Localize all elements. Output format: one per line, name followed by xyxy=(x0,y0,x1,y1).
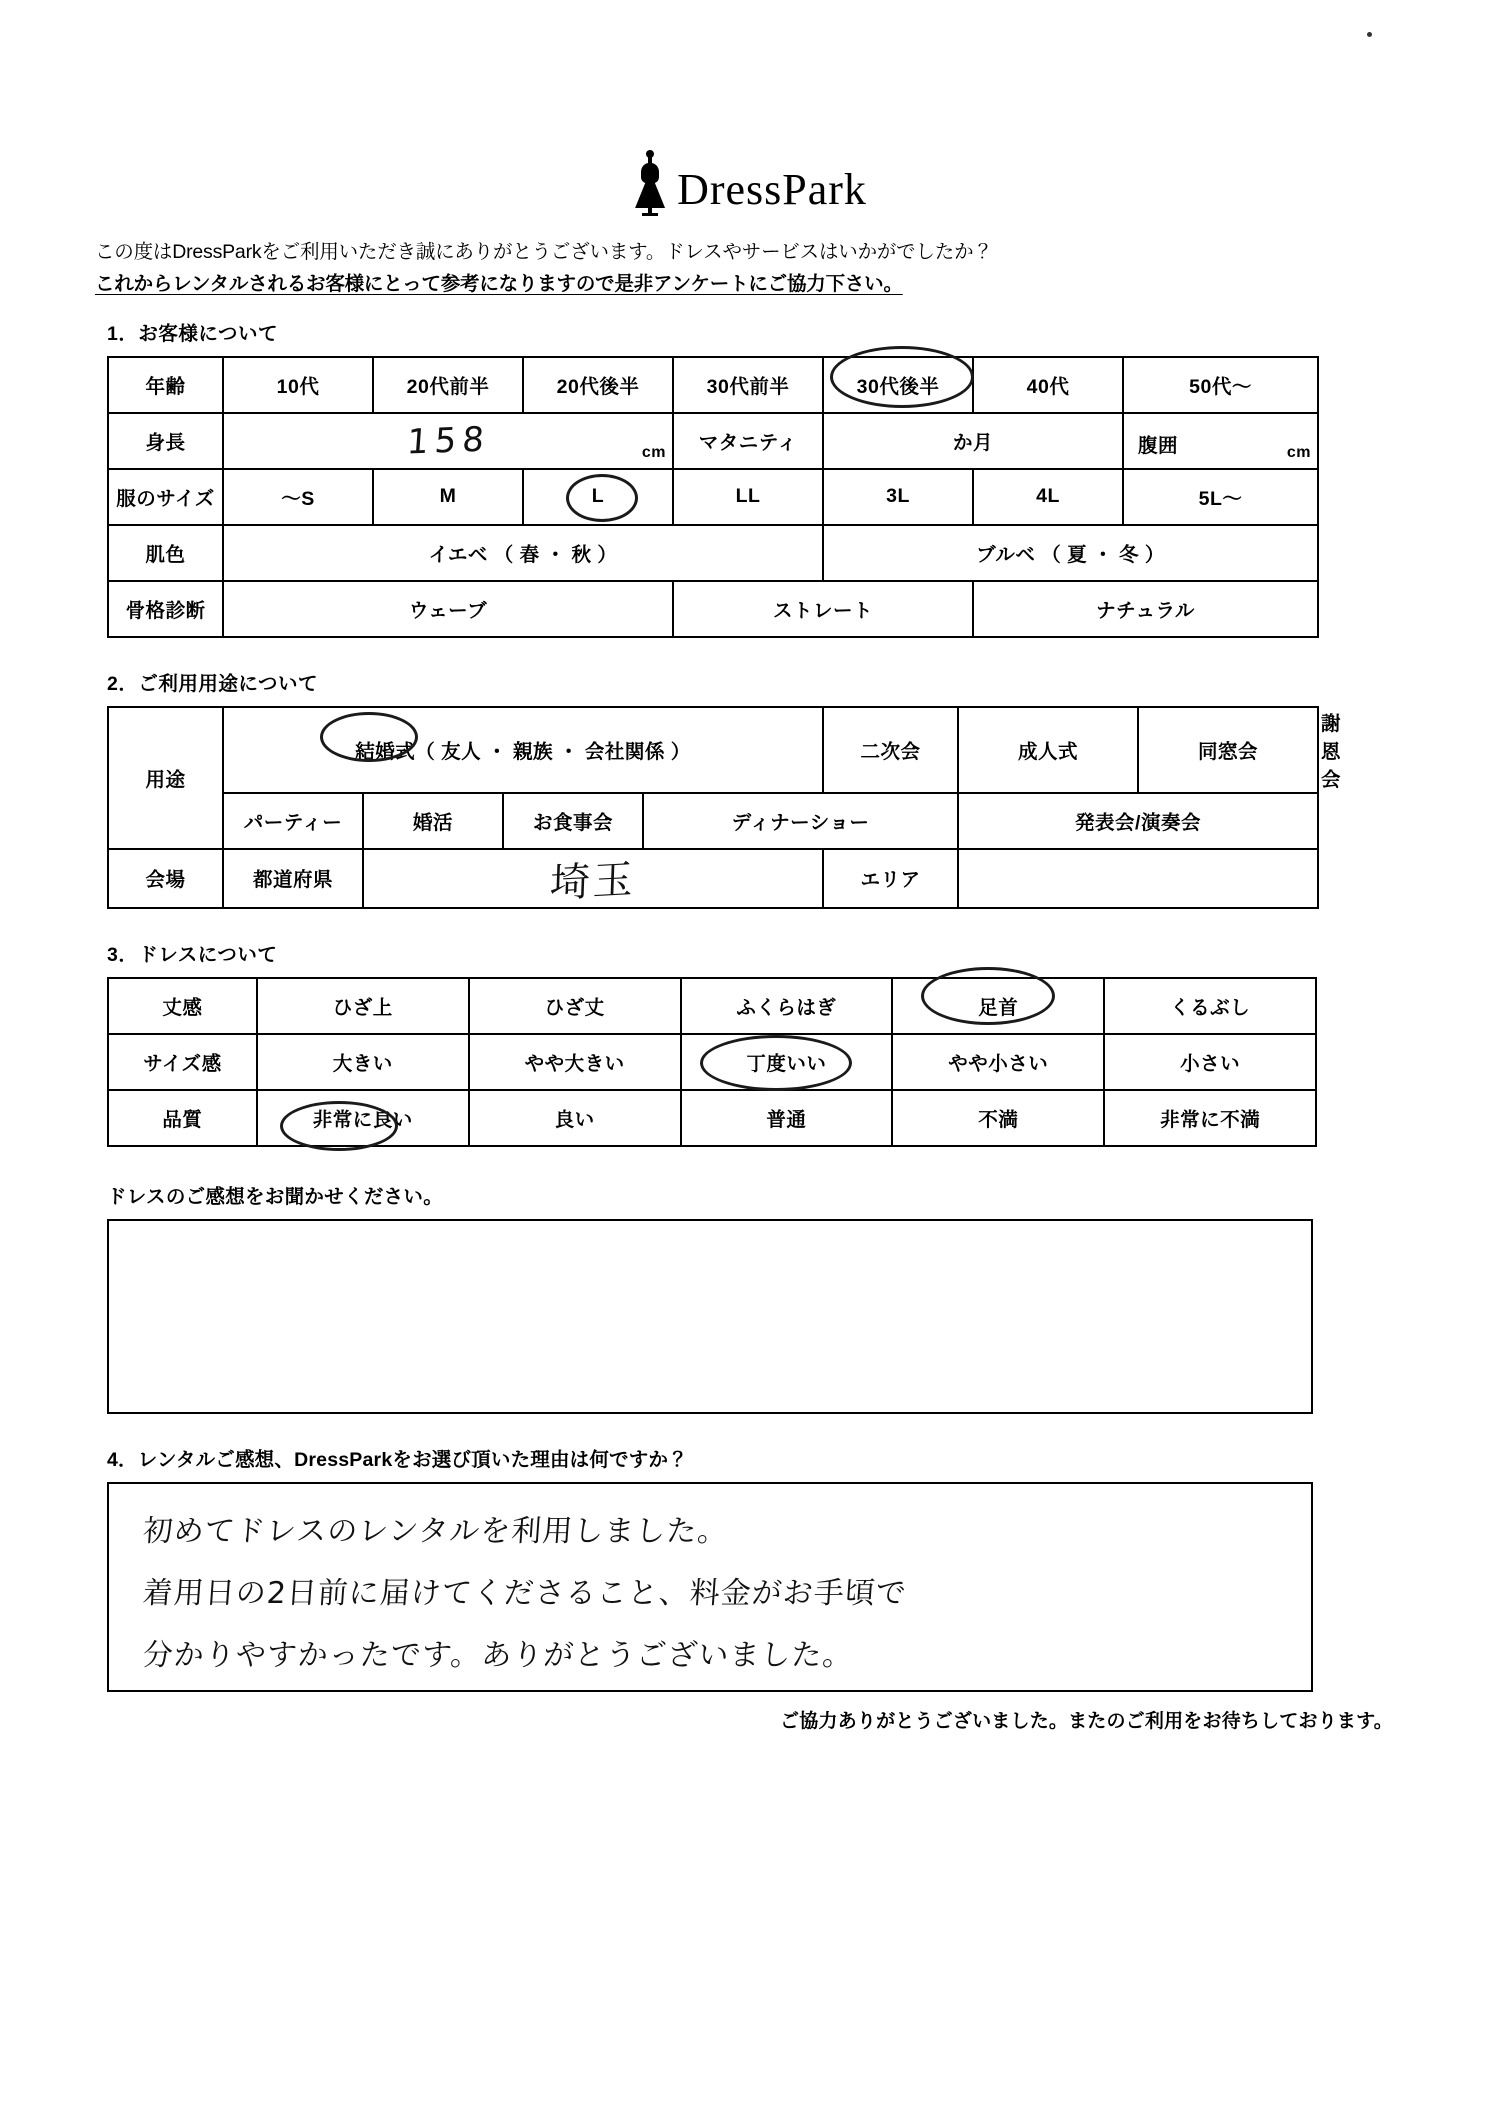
row-label-age: 年齢 xyxy=(108,357,223,413)
venue-area-label: エリア xyxy=(823,849,958,908)
skin-option-yellow-base[interactable]: イエベ （ 春 ・ 秋 ） xyxy=(223,525,823,581)
table-row-purpose-2 xyxy=(108,793,1318,849)
purpose-option-dinner-show[interactable]: ディナーショー xyxy=(643,793,958,849)
reason-title: 4．レンタルご感想、DressParkをお選び頂いた理由は何ですか？ xyxy=(107,1448,688,1471)
size-option-s[interactable]: 〜S xyxy=(223,469,373,525)
section-title-customer: 1．お客様について xyxy=(107,322,278,345)
purpose-option-after-party[interactable]: 二次会 xyxy=(823,707,958,793)
purpose-table xyxy=(107,706,1342,909)
venue-prefecture-label: 都道府県 xyxy=(223,849,363,908)
quality-option-very-good[interactable] xyxy=(257,1090,469,1146)
length-option-knee[interactable]: ひざ丈 xyxy=(469,978,681,1034)
intro-line-2: これからレンタルされるお客様にとって参考になりますので是非アンケートにご協力下さい。 xyxy=(95,273,903,296)
purpose-option-party[interactable]: パーティー xyxy=(223,793,363,849)
table-row-venue xyxy=(108,849,1318,908)
fit-option-just-right[interactable] xyxy=(681,1034,893,1090)
reason-textarea[interactable] xyxy=(107,1482,1313,1692)
table-row-quality xyxy=(108,1090,1316,1146)
quality-option-very-good-label: 非常に良い xyxy=(312,1108,413,1131)
table-row-length xyxy=(108,978,1316,1034)
venue-prefecture-value: 埼玉 xyxy=(549,856,637,907)
size-option-3l[interactable]: 3L xyxy=(823,469,973,525)
table-row-skin xyxy=(108,525,1318,581)
fit-option-small[interactable]: 小さい xyxy=(1104,1034,1316,1090)
dress-table xyxy=(107,977,1317,1147)
row-label-length: 丈感 xyxy=(108,978,257,1034)
purpose-option-reunion[interactable]: 同窓会 xyxy=(1138,707,1318,793)
purpose-option-konkatsu[interactable]: 婚活 xyxy=(363,793,503,849)
belly-unit: cm xyxy=(1286,443,1311,461)
size-option-m[interactable]: M xyxy=(373,469,523,525)
frame-option-straight[interactable]: ストレート xyxy=(673,581,973,637)
age-option-20s-early[interactable]: 20代前半 xyxy=(373,357,523,413)
age-option-40s[interactable]: 40代 xyxy=(973,357,1123,413)
quality-option-good[interactable]: 良い xyxy=(469,1090,681,1146)
age-option-10s[interactable]: 10代 xyxy=(223,357,373,413)
table-row-frame xyxy=(108,581,1318,637)
comment-textarea[interactable] xyxy=(107,1219,1313,1414)
quality-option-very-unsatisfied[interactable]: 非常に不満 xyxy=(1104,1090,1316,1146)
fit-option-big[interactable]: 大きい xyxy=(257,1034,469,1090)
scan-speck xyxy=(1367,32,1372,37)
length-option-anklebone[interactable]: くるぶし xyxy=(1104,978,1316,1034)
intro-line-1: この度はDressParkをご利用いただき誠にありがとうございます。ドレスやサービスはいかがでしたか？ xyxy=(95,241,993,263)
fit-option-slightly-big[interactable]: やや大きい xyxy=(469,1034,681,1090)
row-label-venue: 会場 xyxy=(108,849,223,908)
reason-handwriting-line-3: 分かりやすかったです。ありがとうございました。 xyxy=(141,1637,855,1673)
length-option-ankle[interactable] xyxy=(892,978,1104,1034)
height-unit: cm xyxy=(641,443,666,461)
table-row-fit xyxy=(108,1034,1316,1090)
age-option-30s-late[interactable] xyxy=(823,357,973,413)
table-row-size xyxy=(108,469,1318,525)
table-row-height xyxy=(108,413,1318,469)
belly-cell[interactable] xyxy=(1123,413,1318,469)
row-label-frame: 骨格診断 xyxy=(108,581,223,637)
belly-label: 腹囲 xyxy=(1138,434,1179,457)
row-label-fit: サイズ感 xyxy=(108,1034,257,1090)
skin-option-blue-base[interactable]: ブルベ （ 夏 ・ 冬 ） xyxy=(823,525,1318,581)
purpose-option-coming-of-age[interactable]: 成人式 xyxy=(958,707,1138,793)
size-option-4l[interactable]: 4L xyxy=(973,469,1123,525)
fit-option-slightly-small[interactable]: やや小さい xyxy=(892,1034,1104,1090)
quality-option-normal[interactable]: 普通 xyxy=(681,1090,893,1146)
row-label-size: 服のサイズ xyxy=(108,469,223,525)
purpose-option-wedding[interactable] xyxy=(223,707,823,793)
venue-area-value[interactable] xyxy=(958,849,1318,908)
size-option-l-label: L xyxy=(591,485,605,507)
maternity-months-label: か月 xyxy=(952,431,993,454)
brand-name: DressPark xyxy=(677,165,867,214)
age-option-50s[interactable]: 50代〜 xyxy=(1123,357,1318,413)
height-value: 158 xyxy=(405,418,491,463)
length-option-calf[interactable]: ふくらはぎ xyxy=(681,978,893,1034)
frame-option-wave[interactable]: ウェーブ xyxy=(223,581,673,637)
venue-prefecture-value-cell[interactable] xyxy=(363,849,823,908)
reason-handwriting-line-1: 初めてドレスのレンタルを利用しました。 xyxy=(141,1513,730,1549)
table-row-age xyxy=(108,357,1318,413)
size-option-5l[interactable]: 5L〜 xyxy=(1123,469,1318,525)
quality-option-unsatisfied[interactable]: 不満 xyxy=(892,1090,1104,1146)
length-option-ankle-label: 足首 xyxy=(978,996,1019,1019)
row-label-height: 身長 xyxy=(108,413,223,469)
reason-handwriting-line-2: 着用日の2日前に届けてくださること、料金がお手頃で xyxy=(141,1575,909,1611)
length-option-above-knee[interactable]: ひざ上 xyxy=(257,978,469,1034)
dress-form-icon xyxy=(633,150,667,216)
row-label-quality: 品質 xyxy=(108,1090,257,1146)
footer-note: ご協力ありがとうございました。またのご利用をお待ちしております。 xyxy=(780,1710,1393,1732)
frame-option-natural[interactable]: ナチュラル xyxy=(973,581,1318,637)
age-option-30s-late-label: 30代後半 xyxy=(856,375,940,398)
purpose-option-recital[interactable]: 発表会/演奏会 xyxy=(958,793,1318,849)
survey-sheet xyxy=(95,150,1405,1733)
purpose-option-dining[interactable]: お食事会 xyxy=(503,793,643,849)
maternity-label[interactable]: マタニティ xyxy=(673,413,823,469)
size-option-l[interactable] xyxy=(523,469,673,525)
age-option-20s-late[interactable]: 20代後半 xyxy=(523,357,673,413)
row-label-skin: 肌色 xyxy=(108,525,223,581)
size-option-ll[interactable]: LL xyxy=(673,469,823,525)
comment-label: ドレスのご感想をお聞かせください。 xyxy=(107,1185,444,1208)
section-title-dress: 3．ドレスについて xyxy=(107,943,278,966)
table-row-purpose-1: 用途 結婚式（ 友人 ・ 親族 ・ 会社関係 ） 二次会 成人式 同窓会 謝恩会 xyxy=(108,707,1318,793)
age-option-30s-early[interactable]: 30代前半 xyxy=(673,357,823,413)
brand-logo xyxy=(95,150,1405,216)
purpose-option-wedding-label: 結婚式（ 友人 ・ 親族 ・ 会社関係 ） xyxy=(355,740,691,763)
section-title-purpose: 2．ご利用用途について xyxy=(107,672,318,695)
fit-option-just-right-label: 丁度いい xyxy=(746,1052,827,1075)
row-label-purpose: 用途 xyxy=(108,707,223,849)
customer-table xyxy=(107,356,1319,638)
maternity-months-cell[interactable] xyxy=(823,413,1123,469)
height-value-cell[interactable] xyxy=(223,413,673,469)
